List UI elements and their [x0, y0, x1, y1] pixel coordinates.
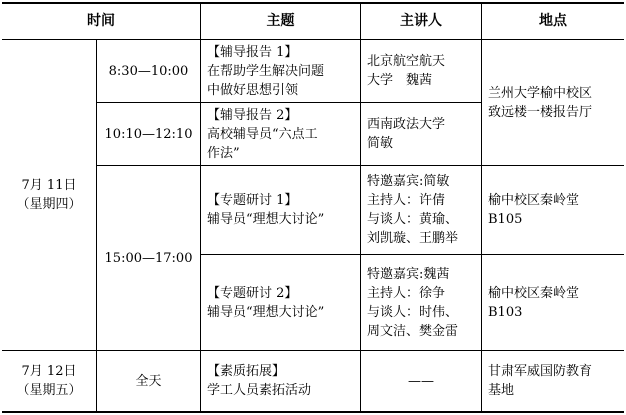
header-topic: 主题: [266, 12, 295, 29]
row5-topic-line1: 【素质拓展】: [207, 364, 286, 379]
row5-speaker: ——: [408, 373, 434, 389]
day2-date: [2, 351, 96, 411]
row4-speaker-line3: 与谈人：时伟、: [367, 304, 459, 320]
header-time: 时间: [87, 12, 115, 29]
row4-speaker-line4: 周文洁、樊金雷: [367, 323, 459, 339]
row2-topic-line2: 高校辅导员“六点工: [207, 126, 318, 142]
row12-location-line2: 致远楼一楼报告厅: [488, 104, 593, 120]
row4-location: [482, 255, 624, 350]
row3-speaker: [361, 166, 481, 254]
row12-location: [482, 40, 624, 165]
day1-date-text: 7月 11日: [21, 178, 77, 193]
row4-topic-line2: 辅导员“理想大讨论”: [207, 304, 325, 320]
day2-weekday-text: （星期五）: [16, 383, 82, 398]
row5-time: 全天: [135, 373, 162, 389]
row2-speaker-line2: 简敏: [367, 136, 394, 151]
row1-topic-line3: 中做好思想引领: [207, 82, 299, 98]
row3-speaker-line3: 与谈人：黄瑜、: [367, 212, 459, 227]
row5-topic: [201, 351, 360, 411]
row2-topic: [201, 103, 360, 165]
day1-weekday-text: （星期四）: [16, 197, 82, 212]
header-speaker: 主讲人: [400, 12, 442, 29]
day1-date: [2, 40, 96, 350]
day2-date-text: 7月 12日: [21, 364, 77, 379]
row2-topic-line1: 【辅导报告 2】: [207, 107, 298, 123]
row1-topic-line2: 在帮助学生解决问题: [207, 63, 325, 79]
row5-location: [482, 351, 624, 411]
row1-speaker-line2: 大学 魏茜: [367, 73, 433, 88]
row3-speaker-line2: 主持人：许倩: [367, 193, 446, 208]
row3-topic: [201, 166, 360, 254]
row5-topic-line2: 学工人员素拓活动: [207, 383, 312, 398]
row1-speaker: [361, 40, 481, 102]
row4-topic-line1: 【专题研讨 2】: [207, 285, 298, 301]
row3-speaker-line1: 特邀嘉宾:简敏: [367, 174, 450, 189]
row12-location-line1: 兰州大学榆中校区: [488, 85, 593, 101]
row5-location-line1: 甘肃军威国防教育: [488, 364, 593, 379]
row4-speaker-line2: 主持人：徐争: [367, 285, 446, 301]
row1-topic-line1: 【辅导报告 1】: [207, 44, 298, 60]
row2-topic-line3: 作法”: [207, 145, 240, 161]
row2-speaker-line1: 西南政法大学: [367, 117, 446, 132]
row3-location-line2: B105: [488, 212, 523, 227]
row3-location: [482, 166, 624, 254]
row3-topic-line1: 【专题研讨 1】: [207, 193, 298, 208]
afternoon-time: 15:00—17:00: [104, 250, 193, 266]
row4-speaker-line1: 特邀嘉宾:魏茜: [367, 266, 450, 282]
row4-location-line2: B103: [488, 304, 523, 320]
row2-speaker: [361, 103, 481, 165]
row5-location-line2: 基地: [488, 383, 515, 398]
row1-time: 8:30—10:00: [108, 63, 189, 79]
row4-speaker: [361, 255, 481, 350]
row1-speaker-line1: 北京航空航天: [367, 54, 446, 69]
row1-topic: [201, 40, 360, 102]
row3-speaker-line4: 刘凯璇、王鹏举: [367, 231, 459, 246]
row3-topic-line2: 辅导员“理想大讨论”: [207, 212, 325, 227]
row4-location-line1: 榆中校区秦岭堂: [488, 285, 580, 301]
header-location: 地点: [539, 12, 567, 29]
row2-time: 10:10—12:10: [104, 126, 193, 142]
row4-topic: [201, 255, 360, 350]
row3-location-line1: 榆中校区秦岭堂: [488, 193, 580, 208]
